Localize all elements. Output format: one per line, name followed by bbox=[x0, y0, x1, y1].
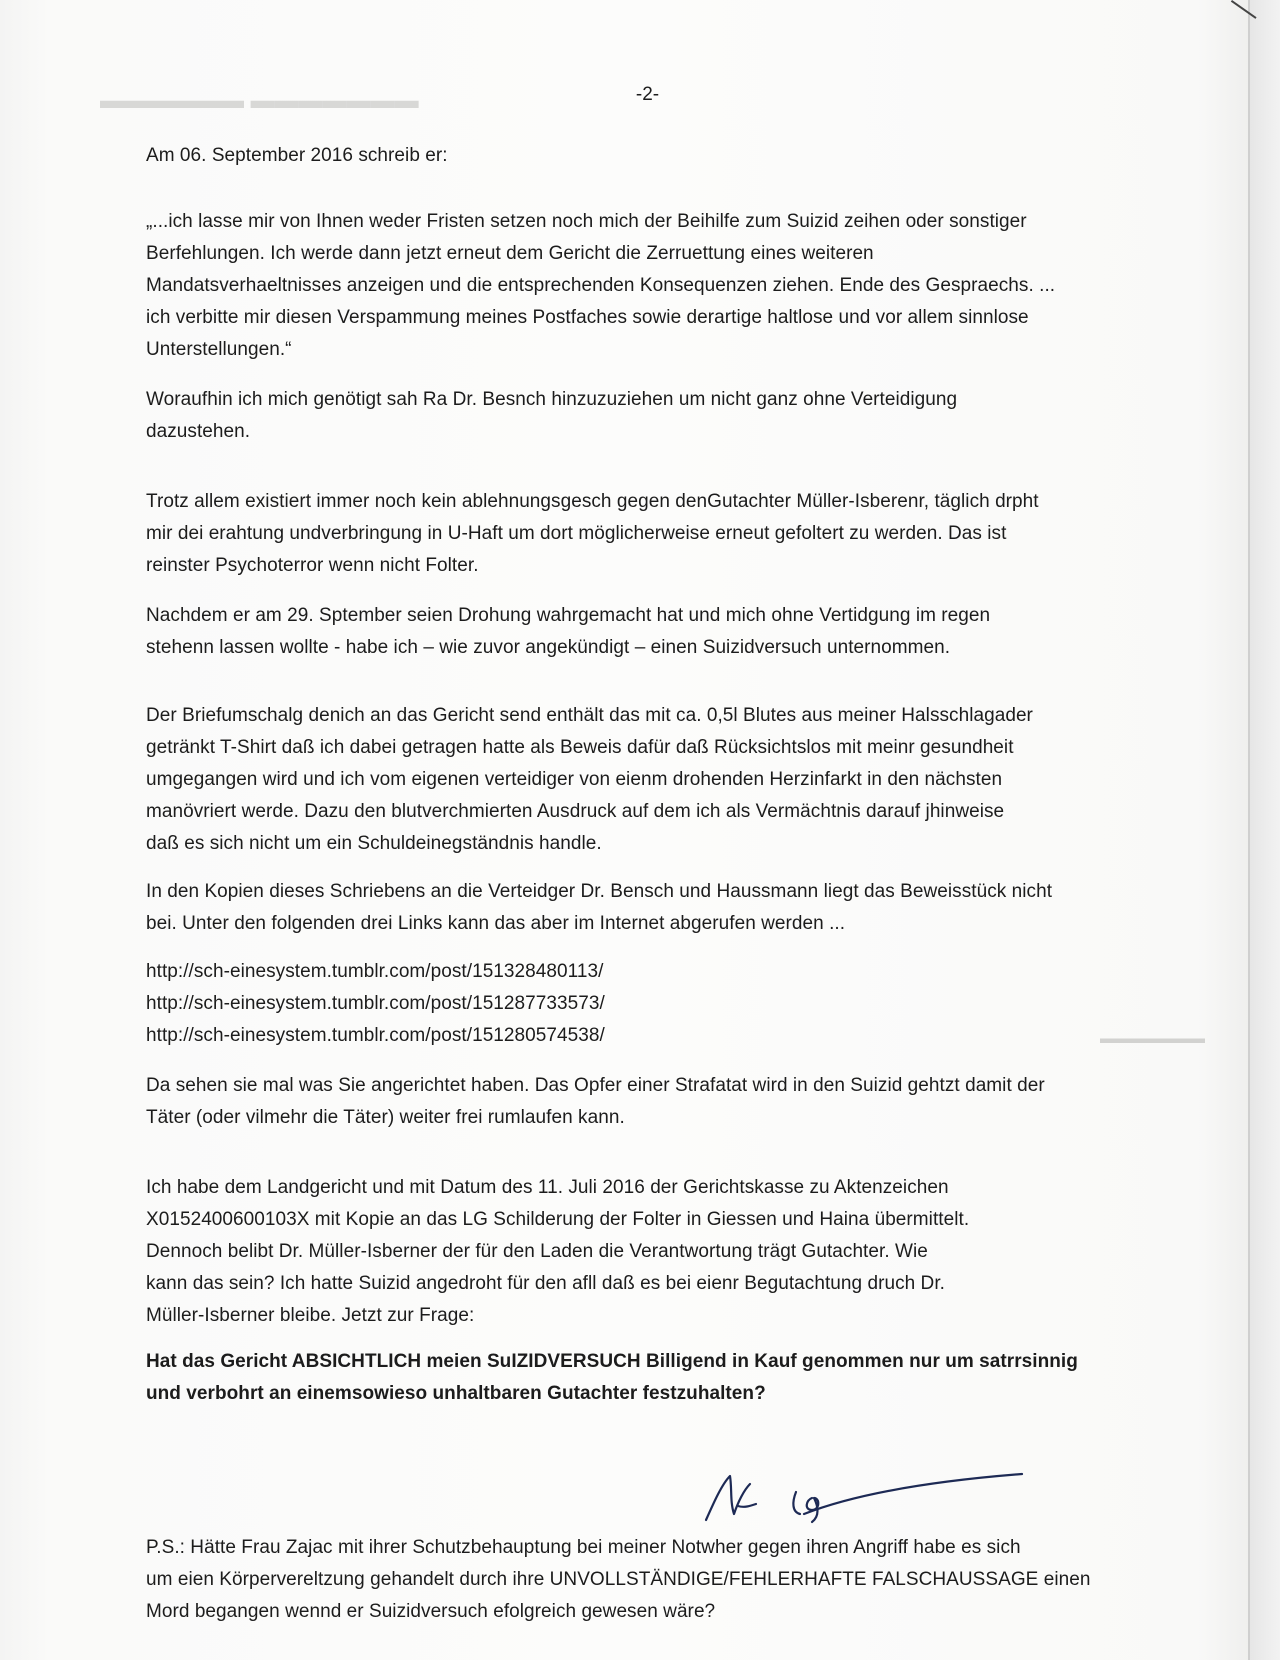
text-line: und verbohrt an einemsowieso unhaltbaren Gutachter festzuhalten? bbox=[146, 1383, 766, 1404]
text-line: Ich habe dem Landgericht und mit Datum des 11. Juli 2016 der Gerichtskasse zu Aktenzeichen bbox=[146, 1177, 949, 1198]
text-line: Da sehen sie mal was Sie angerichtet haben. Das Opfer einer Strafatat wird in den Suizid gehtzt damit der bbox=[146, 1075, 1045, 1096]
paragraph-links bbox=[146, 956, 605, 1052]
text-line: um eien Körpervereltzung gehandelt durch ihre UNVOLLSTÄNDIGE/FEHLERHAFTE FALSCHAUSSAGE einen bbox=[146, 1569, 1091, 1590]
text-line: In den Kopien dieses Schriebens an die Verteidger Dr. Bensch und Haussmann liegt das Beweisstück nicht bbox=[146, 881, 1053, 902]
text-line: Der Briefumschalg denich an das Gericht send enthält das mit ca. 0,5l Blutes aus meiner Halsschlagader bbox=[146, 705, 1033, 726]
text-line: mir dei erahtung undverbringung in U-Haft um dort möglicherweise erneut gefoltert zu werden. Das ist bbox=[146, 523, 1007, 544]
paragraph-question bbox=[146, 1346, 1078, 1410]
text-line: ich verbitte mir diesen Verspammung meines Postfaches sowie derartige haltlose und vor allem sinnlose bbox=[146, 307, 1029, 328]
paragraph-psychoterror bbox=[146, 486, 1039, 582]
handwritten-signature bbox=[700, 1462, 1030, 1526]
text-line: manövriert werde. Dazu den blutverchmierten Ausdruck auf dem ich als Vermächtnis darauf jhinweise bbox=[146, 801, 1005, 822]
text-line: Berfehlungen. Ich werde dann jetzt erneut dem Gericht die Zerruettung eines weiteren bbox=[146, 243, 874, 264]
paragraph-attempt bbox=[146, 600, 990, 664]
text-line: X0152400600103X mit Kopie an das LG Schilderung der Folter in Giessen und Haina übermittelt. bbox=[146, 1209, 970, 1230]
text-line: bei. Unter den folgenden drei Links kann das aber im Internet abgerufen werden ... bbox=[146, 913, 846, 934]
text-line: reinster Psychoterror wenn nicht Folter. bbox=[146, 555, 479, 576]
paragraph-quote bbox=[146, 206, 1055, 366]
paragraph-intro bbox=[146, 140, 448, 172]
paragraph-copies bbox=[146, 876, 1052, 940]
text-line: kann das sein? Ich hatte Suizid angedroht für den afll daß es bei eienr Begutachtung druch Dr. bbox=[146, 1273, 945, 1294]
text-line: Müller-Isberner bleibe. Jetzt zur Frage: bbox=[146, 1305, 475, 1326]
text-line: „...ich lasse mir von Ihnen weder Fristen setzen noch mich der Beihilfe zum Suizid zeihen oder sonstiger bbox=[146, 211, 1027, 232]
text-line: Nachdem er am 29. Sptember seien Drohung wahrgemacht hat und mich ohne Vertidgung im regen bbox=[146, 605, 991, 626]
paragraph-consequence bbox=[146, 1070, 1045, 1134]
text-line: Unterstellungen.“ bbox=[146, 339, 292, 360]
text-line: Hat das Gericht ABSICHTLICH meien SuIZIDVERSUCH Billigend in Kauf genommen nur um satrrsinnig bbox=[146, 1351, 1078, 1372]
text-line: Trotz allem existiert immer noch kein ablehnungsgesch gegen denGutachter Müller-Isberenr, täglich drpht bbox=[146, 491, 1039, 512]
text-line: P.S.: Hätte Frau Zajac mit ihrer Schutzbehauptung bei meiner Notwher gegen ihren Angriff habe es sich bbox=[146, 1537, 1021, 1558]
page-number: -2- bbox=[635, 84, 660, 105]
link-url-3: http://sch-einesystem.tumblr.com/post/151280574538/ bbox=[146, 1025, 605, 1046]
text-line: Täter (oder vilmehr die Täter) weiter frei rumlaufen kann. bbox=[146, 1107, 625, 1128]
paragraph-postscript bbox=[146, 1532, 1090, 1628]
text-line: Mord begangen wennd er Suizidversuch efolgreich gewesen wäre? bbox=[146, 1601, 716, 1622]
paragraph-response bbox=[146, 384, 957, 448]
text-line: getränkt T-Shirt daß ich dabei getragen hatte als Beweis dafür daß Rücksichtslos mit meinr gesundheit bbox=[146, 737, 1014, 758]
text-line: stehenn lassen wollte - habe ich – wie zuvor angekündigt – einen Suizidversuch unternommen. bbox=[146, 637, 951, 658]
text-line: Am 06. September 2016 schreib er: bbox=[146, 145, 448, 166]
text-line: Woraufhin ich mich genötigt sah Ra Dr. Besnch hinzuzuziehen um nicht ganz ohne Verteidigung bbox=[146, 389, 958, 410]
paragraph-envelope bbox=[146, 700, 1033, 860]
link-url-2: http://sch-einesystem.tumblr.com/post/151287733573/ bbox=[146, 993, 605, 1014]
scanned-page: ▬▬▬▬▬▬ ▬▬▬▬▬▬▬ ▬▬▬▬▬▬▬ -2- Am 06. September 2016 schreib er: „...ich lasse mir von Ihnen weder Fristen setzen noch mich der Beihilfe zum Suizid zeihen oder sonstiger Berfehlungen. Ich werde dann jetzt erneut dem Gericht die Zerruettung eines weiteren Mandatsverhaeltnisses anzeigen und die entsprechenden Konsequenzen ziehen. Ende des Gespraechs. ... ich verbitte mir diesen Verspammung meines Postfaches sowie derartige haltlose und vor allem sinnlose Unterstellungen.“ Woraufhin ich mich genötigt sah Ra Dr. Besnch hinzuzuziehen um nicht ganz ohne Verteidigung dazustehen. Trotz allem existiert immer noch kein ablehnungsgesch gegen denGutachter Müller-Isberenr, täglich drpht mir dei erahtung undverbringung in U-Haft um dort möglicherweise erneut gefoltert zu werden. Das ist reinster Psychoterror wenn nicht Folter. Nachdem er am 29. Sptember seien Drohung wahrgemacht hat und mich ohne Vertidgung im regen stehenn lassen wollte - habe ich – wie zuvor angekündigt – einen Suizidversuch unternommen. Der Briefumschalg denich an das Gericht send enthält das mit ca. 0,5l Blutes aus meiner Halsschlagader getränkt T-Shirt daß ich dabei getragen hatte als Beweis dafür daß Rücksichtslos mit meinr gesundheit umgegangen wird und ich vom eigenen verteidiger von eienm drohenden Herzinfarkt in den nächsten manövriert werde. Dazu den blutverchmierten Ausdruck auf dem ich als Vermächtnis darauf jhinweise daß es sich nicht um ein Schuldeinegständnis handle. In den Kopien dieses Schriebens an die Verteidger Dr. Bensch und Haussmann liegt das Beweisstück nicht bei. Unter den folgenden drei Links kann das aber im Internet abgerufen werden ... http://sch-einesystem.tumblr.com/post/151328480113/ http://sch-einesystem.tumblr.com/post/151287733573/ http://sch-einesystem.tumblr.com/post/151280574538/ Da sehen sie mal was Sie angerichtet haben. Das Opfer einer Strafatat wird in den Suizid gehtzt damit der Täter (oder vilmehr die Täter) weiter frei rumlaufen kann. Ich habe dem Landgericht und mit Datum des 11. Juli 2016 der Gerichtskasse zu Aktenzeichen X0152400600103X mit Kopie an das LG Schilderung der Folter in Giessen und Haina übermittelt. Dennoch belibt Dr. Müller-Isberner der für den Laden die Verantwortung trägt Gutachter. Wie kann das sein? Ich hatte Suizid angedroht für den afll daß es bei eienr Begutachtung druch Dr. Müller-Isberner bleibe. Jetzt zur Frage: Hat das Gericht ABSICHTLICH meien SuIZIDVERSUCH Billigend in Kauf genommen nur um satrrsinnig und verbohrt an einemsowieso unhaltbaren Gutachter festzuhalten? P.S.: Hätte Frau Zajac mit ihrer Schutzbehauptung bei meiner Notwher gegen ihren Angriff habe es sich um eien Körpervereltzung gehandelt durch ihre UNVOLLSTÄNDIGE/FEHLERHAFTE FALSCHAUSSAGE einen Mord begangen wennd er Suizidversuch efolgreich gewesen wäre? bbox=[0, 0, 1250, 1660]
text-line: daß es sich nicht um ein Schuldeinegständnis handle. bbox=[146, 833, 602, 854]
link-url-1: http://sch-einesystem.tumblr.com/post/151328480113/ bbox=[146, 961, 604, 982]
text-line: umgegangen wird und ich vom eigenen verteidiger von eienm drohenden Herzinfarkt in den nächsten bbox=[146, 769, 1003, 790]
scanner-edge bbox=[1250, 0, 1280, 1660]
text-line: Mandatsverhaeltnisses anzeigen und die entsprechenden Konsequenzen ziehen. Ende des Gespraechs. ... bbox=[146, 275, 1056, 296]
text-line: Dennoch belibt Dr. Müller-Isberner der für den Laden die Verantwortung trägt Gutachter. Wie bbox=[146, 1241, 928, 1262]
text-line: dazustehen. bbox=[146, 421, 251, 442]
paragraph-court bbox=[146, 1172, 969, 1332]
